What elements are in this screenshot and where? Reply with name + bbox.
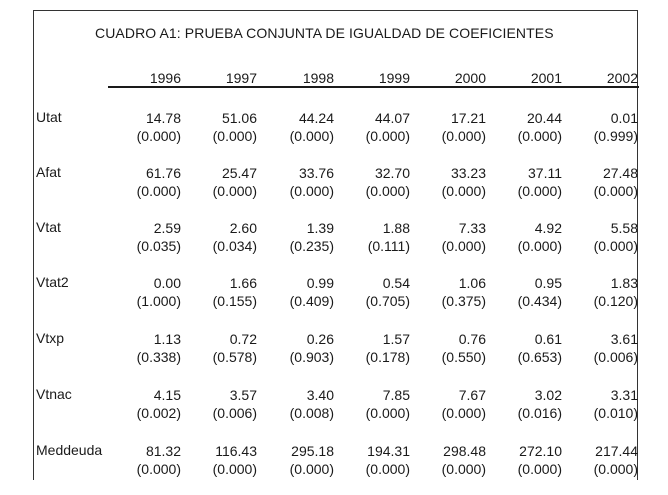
statistic-value: 3.61 [610, 331, 638, 347]
p-value: (0.338) [136, 349, 181, 365]
table-cell [412, 386, 486, 422]
table-cell [564, 442, 638, 478]
p-value: (0.000) [136, 183, 181, 199]
p-value: (0.000) [593, 461, 638, 477]
table-cell [336, 164, 410, 200]
row-label-vtxp: Vtxp [36, 330, 65, 346]
table-cell [107, 442, 181, 478]
statistic-value: 1.06 [458, 275, 486, 291]
table-cell [107, 219, 181, 255]
statistic-value: 2.60 [229, 220, 257, 236]
statistic-value: 3.40 [306, 387, 334, 403]
p-value: (0.000) [517, 238, 562, 254]
p-value: (0.000) [212, 461, 257, 477]
statistic-value: 295.18 [291, 443, 334, 459]
p-value: (0.375) [441, 293, 486, 309]
statistic-value: 1.66 [229, 275, 257, 291]
p-value: (0.000) [593, 183, 638, 199]
p-value: (0.111) [367, 238, 410, 254]
p-value: (0.000) [517, 461, 562, 477]
statistic-value: 0.00 [153, 275, 181, 291]
p-value: (0.653) [517, 349, 562, 365]
statistic-value: 0.54 [382, 275, 410, 291]
p-value: (0.000) [593, 238, 638, 254]
statistic-value: 4.92 [534, 220, 562, 236]
row-label-meddeuda: Meddeuda [36, 442, 103, 458]
p-value: (0.000) [441, 461, 486, 477]
statistic-value: 0.76 [458, 331, 486, 347]
table-cell [260, 386, 334, 422]
statistic-value: 7.85 [382, 387, 410, 403]
row-label-vtnac: Vtnac [36, 386, 72, 402]
table-cell [564, 219, 638, 255]
p-value: (0.010) [593, 405, 638, 421]
statistic-value: 0.61 [534, 331, 562, 347]
table-cell [564, 330, 638, 366]
table-cell [412, 274, 486, 310]
statistic-value: 0.26 [306, 331, 334, 347]
statistic-value: 3.31 [610, 387, 638, 403]
table-cell [336, 109, 410, 145]
statistic-value: 51.06 [221, 110, 257, 126]
table-cell [260, 164, 334, 200]
table-cell [260, 274, 334, 310]
statistic-value: 194.31 [367, 443, 410, 459]
p-value: (0.000) [365, 461, 410, 477]
p-value: (0.006) [212, 405, 257, 421]
table-cell [488, 219, 562, 255]
table-cell [412, 219, 486, 255]
p-value: (0.000) [517, 183, 562, 199]
p-value: (0.000) [136, 128, 181, 144]
table-cell [183, 109, 257, 145]
p-value: (0.000) [517, 128, 562, 144]
p-value: (0.000) [441, 183, 486, 199]
statistic-value: 7.67 [458, 387, 486, 403]
statistic-value: 0.99 [306, 275, 334, 291]
row-label-vtat: Vtat [36, 219, 61, 235]
p-value: (0.002) [136, 405, 181, 421]
row-label-vtat2: Vtat2 [36, 274, 69, 290]
table-cell [412, 330, 486, 366]
year-header-1996: 1996 [149, 70, 181, 86]
p-value: (0.000) [441, 238, 486, 254]
table-cell [260, 442, 334, 478]
table-cell [336, 219, 410, 255]
statistic-value: 4.15 [153, 387, 181, 403]
statistic-value: 1.13 [153, 331, 181, 347]
p-value: (0.120) [593, 293, 638, 309]
p-value: (0.000) [289, 128, 334, 144]
table-cell [107, 274, 181, 310]
table-cell [412, 442, 486, 478]
table-cell [488, 330, 562, 366]
table-cell [107, 386, 181, 422]
table-cell [488, 442, 562, 478]
p-value: (0.016) [517, 405, 562, 421]
table-cell [336, 330, 410, 366]
p-value: (0.578) [212, 349, 257, 365]
p-value: (0.008) [289, 405, 334, 421]
table-cell [564, 274, 638, 310]
table-cell [183, 219, 257, 255]
statistic-value: 0.01 [610, 110, 638, 126]
table-cell [564, 386, 638, 422]
table-cell [564, 109, 638, 145]
statistic-value: 1.39 [306, 220, 334, 236]
p-value: (0.000) [212, 183, 257, 199]
row-label-utat: Utat [36, 109, 62, 125]
table-cell [412, 164, 486, 200]
statistic-value: 17.21 [450, 110, 486, 126]
statistic-value: 3.02 [534, 387, 562, 403]
statistic-value: 32.70 [374, 165, 410, 181]
p-value: (1.000) [136, 293, 181, 309]
p-value: (0.550) [441, 349, 486, 365]
table-cell [260, 330, 334, 366]
table-cell [336, 442, 410, 478]
year-header-2002: 2002 [606, 70, 638, 86]
table-cell [183, 442, 257, 478]
statistic-value: 25.47 [221, 165, 257, 181]
statistic-value: 20.44 [526, 110, 562, 126]
p-value: (0.000) [212, 128, 257, 144]
statistic-value: 116.43 [215, 443, 257, 459]
p-value: (0.035) [136, 238, 181, 254]
table-cell [107, 164, 181, 200]
statistic-value: 298.48 [443, 443, 486, 459]
p-value: (0.000) [365, 405, 410, 421]
statistic-value: 3.57 [229, 387, 257, 403]
statistic-value: 37.11 [528, 165, 562, 181]
p-value: (0.000) [136, 461, 181, 477]
p-value: (0.235) [289, 238, 334, 254]
statistic-value: 7.33 [458, 220, 486, 236]
p-value: (0.000) [289, 183, 334, 199]
statistic-value: 0.72 [229, 331, 257, 347]
statistic-value: 33.76 [298, 165, 334, 181]
table-cell [183, 164, 257, 200]
statistic-value: 5.58 [610, 220, 638, 236]
statistic-value: 61.76 [145, 165, 181, 181]
statistic-value: 44.24 [298, 110, 334, 126]
table-cell [107, 109, 181, 145]
p-value: (0.000) [441, 128, 486, 144]
row-label-afat: Afat [36, 164, 61, 180]
table-cell [488, 164, 562, 200]
statistic-value: 81.32 [145, 443, 181, 459]
statistic-value: 0.95 [534, 275, 562, 291]
year-header-1998: 1998 [302, 70, 334, 86]
table-cell [260, 219, 334, 255]
table-cell [336, 386, 410, 422]
p-value: (0.000) [365, 183, 410, 199]
table-cell [107, 330, 181, 366]
table-cell [564, 164, 638, 200]
statistic-value: 27.48 [602, 165, 638, 181]
table-cell [488, 274, 562, 310]
p-value: (0.178) [365, 349, 410, 365]
year-header-2000: 2000 [454, 70, 486, 86]
p-value: (0.000) [365, 128, 410, 144]
p-value: (0.000) [441, 405, 486, 421]
table-cell [336, 274, 410, 310]
table-cell [183, 386, 257, 422]
table-cell [488, 109, 562, 145]
p-value: (0.034) [212, 238, 257, 254]
table-cell [183, 330, 257, 366]
table-cell [260, 109, 334, 145]
p-value: (0.999) [593, 128, 638, 144]
p-value: (0.903) [289, 349, 334, 365]
year-header-1999: 1999 [378, 70, 410, 86]
p-value: (0.434) [517, 293, 562, 309]
p-value: (0.006) [593, 349, 638, 365]
statistic-value: 2.59 [153, 220, 181, 236]
statistic-value: 1.83 [610, 275, 638, 291]
year-header-1997: 1997 [225, 70, 257, 86]
p-value: (0.000) [289, 461, 334, 477]
statistic-value: 33.23 [450, 165, 486, 181]
table-cell [412, 109, 486, 145]
statistic-value: 1.88 [382, 220, 410, 236]
statistic-value: 272.10 [519, 443, 562, 459]
table-cell [488, 386, 562, 422]
statistic-value: 1.57 [382, 331, 410, 347]
year-header-2001: 2001 [530, 70, 562, 86]
p-value: (0.155) [212, 293, 257, 309]
p-value: (0.705) [365, 293, 410, 309]
statistic-value: 14.78 [145, 110, 181, 126]
header-rule [108, 86, 639, 88]
statistic-value: 44.07 [374, 110, 410, 126]
table-title: CUADRO A1: PRUEBA CONJUNTA DE IGUALDAD DE COEFICIENTES [95, 25, 554, 41]
table-cell [183, 274, 257, 310]
p-value: (0.409) [289, 293, 334, 309]
statistic-value: 217.44 [595, 443, 638, 459]
